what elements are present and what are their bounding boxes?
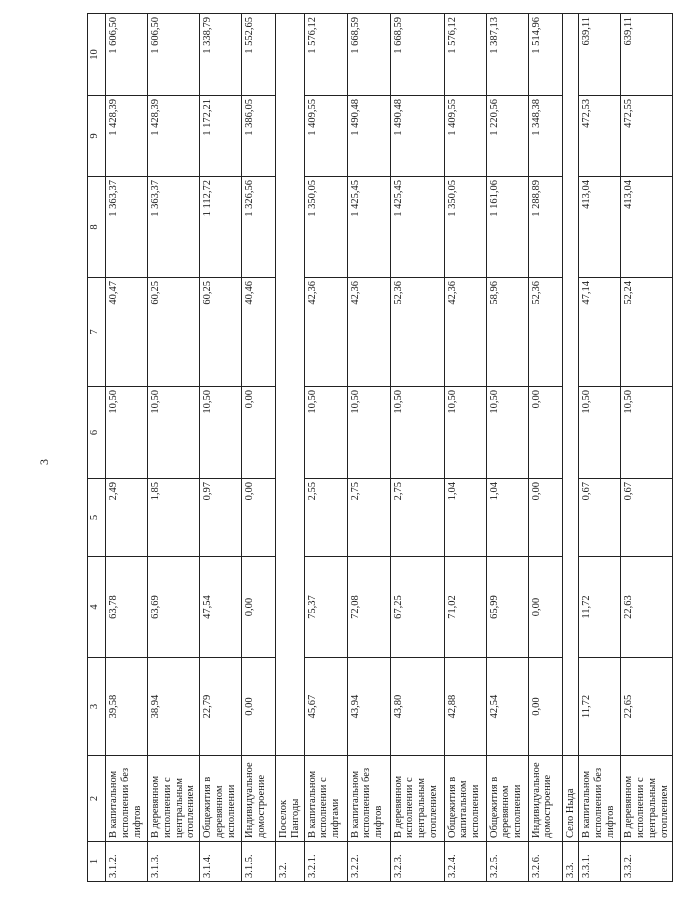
value-cell: 1 552,65 <box>242 14 276 96</box>
row-code: 3.1.2. <box>106 842 148 882</box>
value-cell: 1 326,56 <box>242 177 276 278</box>
value-cell: 1 606,50 <box>106 14 148 96</box>
row-code: 3.1.3. <box>148 842 200 882</box>
value-cell: 639,11 <box>621 14 673 96</box>
value-cell: 58,96 <box>486 278 528 387</box>
value-cell: 1 576,12 <box>444 14 486 96</box>
value-cell: 472,55 <box>621 96 673 177</box>
row-code: 3.1.4. <box>200 842 242 882</box>
value-cell: 1 172,21 <box>200 96 242 177</box>
table-row <box>304 14 347 882</box>
row-description: В капитальном исполнении с лифтами <box>304 756 347 842</box>
value-cell: 52,36 <box>528 278 562 387</box>
value-cell: 639,11 <box>579 14 621 96</box>
row-description: В деревянном исполнении с центральным отоплением <box>390 756 444 842</box>
row-code: 3.1.5. <box>242 842 276 882</box>
value-cell: 10,50 <box>486 387 528 479</box>
value-cell: 43,94 <box>347 658 390 756</box>
column-number-4: 4 <box>88 557 106 658</box>
value-cell: 1 576,12 <box>304 14 347 96</box>
section-code: 3.3. <box>562 842 579 882</box>
value-cell: 52,36 <box>390 278 444 387</box>
value-cell: 75,37 <box>304 557 347 658</box>
value-cell: 42,36 <box>347 278 390 387</box>
value-cell: 67,25 <box>390 557 444 658</box>
value-cell: 1 288,89 <box>528 177 562 278</box>
value-cell: 60,25 <box>200 278 242 387</box>
table-row <box>148 14 200 882</box>
section-title: Село Ныда <box>562 756 579 842</box>
value-cell: 0,00 <box>242 557 276 658</box>
value-cell: 1 490,48 <box>347 96 390 177</box>
table-row <box>200 14 242 882</box>
row-description: В деревянном исполнении с центральным отоплением <box>148 756 200 842</box>
value-cell: 1,85 <box>148 479 200 557</box>
value-cell: 42,54 <box>486 658 528 756</box>
value-cell: 10,50 <box>390 387 444 479</box>
value-cell: 45,67 <box>304 658 347 756</box>
value-cell: 39,58 <box>106 658 148 756</box>
value-cell: 10,50 <box>200 387 242 479</box>
row-code: 3.3.1. <box>579 842 621 882</box>
value-cell: 1,04 <box>444 479 486 557</box>
table-row <box>390 14 444 882</box>
value-cell: 1 387,13 <box>486 14 528 96</box>
value-cell: 0,00 <box>528 479 562 557</box>
row-description: Общежития в деревянном исполнении <box>200 756 242 842</box>
value-cell: 413,04 <box>579 177 621 278</box>
rotated-table-frame <box>87 14 670 882</box>
row-description: В капитальном исполнении без лифтов <box>347 756 390 842</box>
header-row <box>88 14 106 882</box>
value-cell: 1 606,50 <box>148 14 200 96</box>
value-cell: 0,00 <box>242 387 276 479</box>
row-code: 3.3.2. <box>621 842 673 882</box>
page-number: 3 <box>37 459 51 465</box>
column-number-8: 8 <box>88 177 106 278</box>
table-row <box>347 14 390 882</box>
value-cell: 1,04 <box>486 479 528 557</box>
value-cell: 0,00 <box>528 387 562 479</box>
value-cell: 52,24 <box>621 278 673 387</box>
value-cell: 1 425,45 <box>390 177 444 278</box>
value-cell: 65,99 <box>486 557 528 658</box>
value-cell: 1 425,45 <box>347 177 390 278</box>
value-cell: 1 428,39 <box>106 96 148 177</box>
value-cell: 1 409,55 <box>444 96 486 177</box>
column-number-1: 1 <box>88 842 106 882</box>
value-cell: 0,00 <box>242 658 276 756</box>
row-description: В капитальном исполнении без лифтов <box>106 756 148 842</box>
value-cell: 1 350,05 <box>304 177 347 278</box>
row-code: 3.2.2. <box>347 842 390 882</box>
value-cell: 1 348,38 <box>528 96 562 177</box>
section-empty-cells <box>276 14 305 756</box>
table-row <box>621 14 673 882</box>
value-cell: 1 112,72 <box>200 177 242 278</box>
value-cell: 0,00 <box>242 479 276 557</box>
value-cell: 72,08 <box>347 557 390 658</box>
table-row <box>486 14 528 882</box>
value-cell: 60,25 <box>148 278 200 387</box>
value-cell: 10,50 <box>579 387 621 479</box>
table-row <box>579 14 621 882</box>
value-cell: 0,00 <box>528 658 562 756</box>
value-cell: 1 350,05 <box>444 177 486 278</box>
value-cell: 40,47 <box>106 278 148 387</box>
section-code: 3.2. <box>276 842 305 882</box>
rotated-sheet <box>87 14 670 882</box>
value-cell: 1 386,05 <box>242 96 276 177</box>
value-cell: 22,79 <box>200 658 242 756</box>
value-cell: 0,67 <box>621 479 673 557</box>
value-cell: 10,50 <box>106 387 148 479</box>
value-cell: 1 363,37 <box>106 177 148 278</box>
column-number-5: 5 <box>88 479 106 557</box>
value-cell: 47,54 <box>200 557 242 658</box>
table-row <box>106 14 148 882</box>
value-cell: 2,55 <box>304 479 347 557</box>
value-cell: 11,72 <box>579 658 621 756</box>
column-number-9: 9 <box>88 96 106 177</box>
section-empty-cells <box>562 14 579 756</box>
value-cell: 1 409,55 <box>304 96 347 177</box>
value-cell: 1 161,06 <box>486 177 528 278</box>
table-row <box>528 14 562 882</box>
value-cell: 42,88 <box>444 658 486 756</box>
value-cell: 43,80 <box>390 658 444 756</box>
table-row <box>444 14 486 882</box>
value-cell: 71,02 <box>444 557 486 658</box>
value-cell: 1 428,39 <box>148 96 200 177</box>
value-cell: 1 668,59 <box>390 14 444 96</box>
value-cell: 0,97 <box>200 479 242 557</box>
value-cell: 10,50 <box>148 387 200 479</box>
row-code: 3.2.1. <box>304 842 347 882</box>
value-cell: 413,04 <box>621 177 673 278</box>
row-code: 3.2.6. <box>528 842 562 882</box>
row-description: В деревянном исполнении с центральным отоплением <box>621 756 673 842</box>
value-cell: 2,75 <box>347 479 390 557</box>
section-row <box>562 14 579 882</box>
column-number-7: 7 <box>88 278 106 387</box>
value-cell: 10,50 <box>347 387 390 479</box>
value-cell: 1 490,48 <box>390 96 444 177</box>
value-cell: 2,75 <box>390 479 444 557</box>
value-cell: 22,65 <box>621 658 673 756</box>
value-cell: 10,50 <box>304 387 347 479</box>
value-cell: 63,78 <box>106 557 148 658</box>
value-cell: 472,53 <box>579 96 621 177</box>
section-row <box>276 14 305 882</box>
value-cell: 63,69 <box>148 557 200 658</box>
value-cell: 1 514,96 <box>528 14 562 96</box>
value-cell: 1 338,79 <box>200 14 242 96</box>
tariff-table <box>87 13 673 882</box>
row-description: В капитальном исполнении без лифтов <box>579 756 621 842</box>
row-description: Общежития в деревянном исполнении <box>486 756 528 842</box>
row-description: Индивидуальное домостроение <box>528 756 562 842</box>
value-cell: 47,14 <box>579 278 621 387</box>
value-cell: 0,00 <box>528 557 562 658</box>
value-cell: 2,49 <box>106 479 148 557</box>
value-cell: 42,36 <box>444 278 486 387</box>
value-cell: 1 668,59 <box>347 14 390 96</box>
table-row <box>242 14 276 882</box>
row-code: 3.2.4. <box>444 842 486 882</box>
value-cell: 10,50 <box>444 387 486 479</box>
value-cell: 42,36 <box>304 278 347 387</box>
row-description: Общежития в капитальном исполнении <box>444 756 486 842</box>
column-number-3: 3 <box>88 658 106 756</box>
row-code: 3.2.5. <box>486 842 528 882</box>
column-number-2: 2 <box>88 756 106 842</box>
value-cell: 40,46 <box>242 278 276 387</box>
value-cell: 0,67 <box>579 479 621 557</box>
row-code: 3.2.3. <box>390 842 444 882</box>
value-cell: 1 220,56 <box>486 96 528 177</box>
column-number-6: 6 <box>88 387 106 479</box>
value-cell: 10,50 <box>621 387 673 479</box>
value-cell: 22,63 <box>621 557 673 658</box>
value-cell: 38,94 <box>148 658 200 756</box>
row-description: Индивидуальное домостроение <box>242 756 276 842</box>
section-title: Поселок Пангоды <box>276 756 305 842</box>
value-cell: 1 363,37 <box>148 177 200 278</box>
column-number-10: 10 <box>88 14 106 96</box>
value-cell: 11,72 <box>579 557 621 658</box>
